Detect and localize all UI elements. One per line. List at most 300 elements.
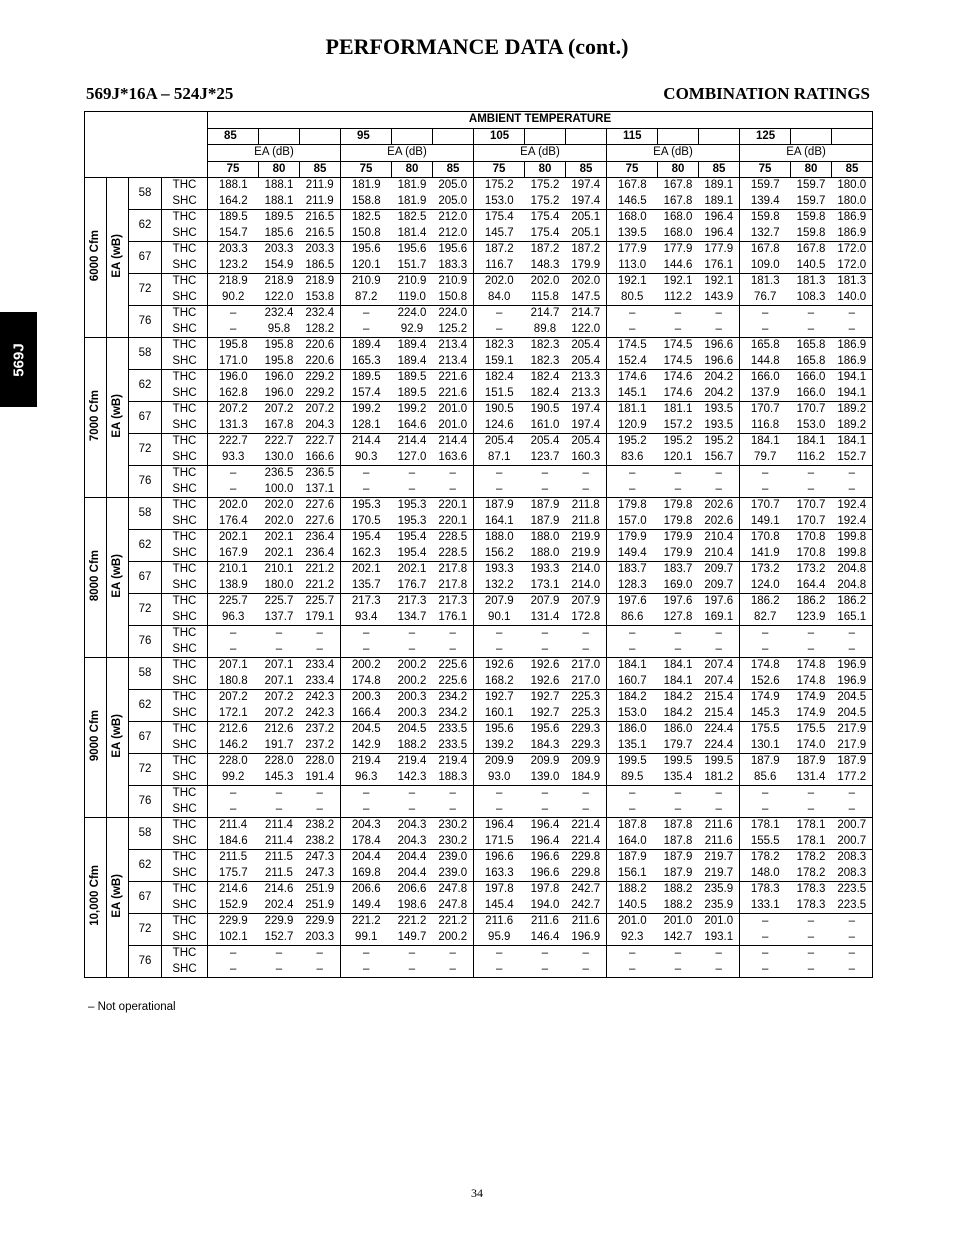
shc-value: 187.9 [525,514,566,530]
shc-value: 155.5 [740,834,791,850]
shc-value: 128.2 [300,322,341,338]
thc-value: 211.6 [699,818,740,834]
ea-wb-label-text: EA (wB) [110,713,123,758]
thc-value: 200.3 [341,690,392,706]
shc-value: 192.4 [832,514,873,530]
shc-value: – [832,930,873,946]
shc-label: SHC [162,354,208,370]
thc-value: 229.2 [300,370,341,386]
shc-value: 229.2 [300,386,341,402]
wb-temp: 62 [129,530,162,562]
table-row [85,290,873,306]
thc-value: 247.3 [300,850,341,866]
shc-value: 180.0 [832,194,873,210]
shc-value: 196.6 [699,354,740,370]
thc-value: 192.6 [474,658,525,674]
table-row [85,178,873,194]
shc-label: SHC [162,578,208,594]
ea-wb-label [107,658,129,818]
shc-value: – [791,642,832,658]
thc-value: – [740,626,791,642]
thc-value: 193.3 [525,562,566,578]
thc-value: – [474,946,525,962]
thc-value: 186.9 [832,210,873,226]
shc-value: 205.1 [566,226,607,242]
thc-value: 170.8 [740,530,791,546]
shc-value: 212.0 [433,226,474,242]
table-row [85,194,873,210]
thc-value: 166.0 [791,370,832,386]
shc-label: SHC [162,610,208,626]
thc-value: – [525,946,566,962]
shc-value: – [607,962,658,978]
shc-value: 237.2 [300,738,341,754]
shc-value: 172.1 [208,706,259,722]
shc-value: 225.3 [566,706,607,722]
shc-label: SHC [162,194,208,210]
shc-value: 120.1 [341,258,392,274]
thc-value: 196.6 [525,850,566,866]
shc-value: 209.7 [699,578,740,594]
thc-value: – [474,306,525,322]
thc-value: 179.8 [658,498,699,514]
shc-value: 146.4 [525,930,566,946]
shc-value: 83.6 [607,450,658,466]
shc-value: 116.2 [791,450,832,466]
db-temp-header: 80 [525,161,566,178]
thc-value: 178.1 [791,818,832,834]
shc-value: 196.4 [525,834,566,850]
shc-value: 221.4 [566,834,607,850]
shc-value: 178.3 [791,898,832,914]
shc-value: 177.2 [832,770,873,786]
shc-value: – [525,482,566,498]
shc-value: 220.6 [300,354,341,370]
db-temp-header: 85 [433,161,474,178]
table-row [85,738,873,754]
shc-value: – [525,962,566,978]
table-row [85,354,873,370]
shc-value: 165.1 [832,610,873,626]
thc-value: 202.1 [341,562,392,578]
thc-value: 189.4 [341,338,392,354]
shc-value: 242.7 [566,898,607,914]
thc-label: THC [162,370,208,386]
thc-value: 174.6 [658,370,699,386]
thc-value: 247.8 [433,882,474,898]
shc-value: 179.8 [658,514,699,530]
thc-label: THC [162,818,208,834]
wb-temp: 58 [129,658,162,690]
shc-value: 144.8 [740,354,791,370]
thc-value: 181.9 [392,178,433,194]
thc-label: THC [162,626,208,642]
airflow-label-text: 10,000 Cfm [88,865,101,927]
thc-value: 170.7 [740,402,791,418]
thc-value: – [525,786,566,802]
ea-wb-label-text: EA (wB) [110,553,123,598]
thc-value: 170.7 [791,402,832,418]
thc-value: – [791,626,832,642]
shc-value: – [832,482,873,498]
shc-value: 217.8 [433,578,474,594]
thc-value: 179.9 [607,530,658,546]
thc-value: 211.5 [259,850,300,866]
shc-value: 116.8 [740,418,791,434]
shc-value: 205.4 [566,354,607,370]
thc-value: – [699,466,740,482]
thc-value: 204.4 [341,850,392,866]
wb-temp: 72 [129,594,162,626]
shc-value: 181.4 [392,226,433,242]
shc-value: 211.4 [259,834,300,850]
shc-value: 203.3 [300,930,341,946]
shc-value: 172.0 [832,258,873,274]
thc-value: 207.9 [525,594,566,610]
shc-value: 192.6 [525,674,566,690]
table-row [85,306,873,322]
thc-value: 195.4 [341,530,392,546]
shc-value: 153.0 [474,194,525,210]
shc-value: 219.9 [566,546,607,562]
shc-label: SHC [162,898,208,914]
shc-value: – [474,962,525,978]
shc-value: 195.4 [392,546,433,562]
wb-temp: 62 [129,210,162,242]
thc-value: 183.7 [658,562,699,578]
shc-value: 154.9 [259,258,300,274]
shc-value: 140.5 [791,258,832,274]
shc-value: 76.7 [740,290,791,306]
thc-value: 207.9 [566,594,607,610]
shc-value: 196.6 [525,866,566,882]
thc-value: 229.9 [300,914,341,930]
thc-value: 221.4 [566,818,607,834]
thc-value: 220.6 [300,338,341,354]
thc-value: 189.5 [259,210,300,226]
shc-value: 171.0 [208,354,259,370]
shc-value: – [525,642,566,658]
shc-value: – [607,802,658,818]
thc-value: 178.1 [740,818,791,834]
thc-value: 204.3 [392,818,433,834]
shc-value: 221.6 [433,386,474,402]
thc-value: 217.3 [392,594,433,610]
thc-value: 177.9 [658,242,699,258]
thc-value: 214.6 [208,882,259,898]
thc-value: 207.2 [208,402,259,418]
thc-value: 207.2 [300,402,341,418]
thc-value: 197.6 [658,594,699,610]
thc-value: – [740,946,791,962]
thc-value: – [474,786,525,802]
shc-value: 152.9 [208,898,259,914]
db-temp-header: 80 [259,161,300,178]
table-row [85,914,873,930]
shc-value: 87.2 [341,290,392,306]
shc-value: 193.1 [699,930,740,946]
thc-value: 214.4 [392,434,433,450]
shc-value: 207.1 [259,674,300,690]
thc-value: 192.1 [699,274,740,290]
shc-value: 251.9 [300,898,341,914]
thc-value: 174.6 [607,370,658,386]
ea-db-header: EA (dB) [607,145,740,162]
table-row [85,866,873,882]
wb-temp: 62 [129,370,162,402]
thc-value: 206.6 [341,882,392,898]
shc-value: – [658,802,699,818]
thc-value: 195.4 [392,530,433,546]
thc-value: 184.2 [607,690,658,706]
thc-label: THC [162,274,208,290]
shc-value: – [607,482,658,498]
thc-value: – [607,626,658,642]
thc-value: 197.4 [566,402,607,418]
thc-value: 199.5 [607,754,658,770]
shc-value: 143.9 [699,290,740,306]
shc-value: – [525,802,566,818]
shc-value: 170.8 [791,546,832,562]
wb-temp: 76 [129,786,162,818]
thc-value: 210.1 [259,562,300,578]
table-row [85,674,873,690]
thc-value: 211.4 [259,818,300,834]
shc-value: 169.1 [699,610,740,626]
thc-value: 219.4 [341,754,392,770]
thc-value: 184.1 [607,658,658,674]
shc-label: SHC [162,930,208,946]
thc-value: 225.6 [433,658,474,674]
ambient-temp-header: 115 [607,128,658,145]
shc-value: – [208,482,259,498]
shc-value: 96.3 [208,610,259,626]
thc-value: 199.8 [832,530,873,546]
thc-value: – [740,786,791,802]
shc-value: 90.3 [341,450,392,466]
shc-label: SHC [162,322,208,338]
thc-label: THC [162,690,208,706]
thc-value: 217.3 [433,594,474,610]
shc-value: 152.6 [740,674,791,690]
shc-value: 100.0 [259,482,300,498]
db-temp-header: 85 [300,161,341,178]
thc-value: 228.0 [259,754,300,770]
shc-value: 196.9 [832,674,873,690]
shc-value: 202.6 [699,514,740,530]
thc-value: 201.0 [433,402,474,418]
thc-value: 207.4 [699,658,740,674]
shc-value: – [699,322,740,338]
thc-value: 211.5 [208,850,259,866]
thc-value: 204.5 [341,722,392,738]
thc-label: THC [162,498,208,514]
shc-value: 131.4 [791,770,832,786]
thc-value: – [433,626,474,642]
shc-value: – [607,642,658,658]
thc-value: 187.9 [474,498,525,514]
thc-value: 188.2 [607,882,658,898]
shc-value: – [341,482,392,498]
shc-value: 145.3 [259,770,300,786]
shc-label: SHC [162,770,208,786]
airflow-label-text: 6000 Cfm [88,230,101,282]
thc-label: THC [162,530,208,546]
shc-value: 142.7 [658,930,699,946]
page-number: 34 [471,1186,483,1200]
shc-value: 115.8 [525,290,566,306]
shc-value: 188.2 [392,738,433,754]
db-temp-header: 75 [341,161,392,178]
wb-temp: 67 [129,882,162,914]
thc-value: 203.3 [208,242,259,258]
shc-value: 229.3 [566,738,607,754]
shc-value: 145.1 [607,386,658,402]
shc-label: SHC [162,546,208,562]
thc-value: – [740,914,791,930]
thc-value: 181.1 [658,402,699,418]
thc-value: 174.8 [740,658,791,674]
shc-value: 182.3 [525,354,566,370]
shc-value: 199.8 [832,546,873,562]
thc-value: 196.9 [832,658,873,674]
shc-value: 178.1 [791,834,832,850]
thc-value: – [208,946,259,962]
shc-value: 189.1 [699,194,740,210]
shc-value: 228.5 [433,546,474,562]
ambient-temp-spacer [433,128,474,145]
table-row [85,802,873,818]
shc-value: 166.6 [300,450,341,466]
table-row [85,578,873,594]
side-tab [0,312,37,407]
thc-value: 202.1 [392,562,433,578]
thc-value: – [525,626,566,642]
shc-value: 173.1 [525,578,566,594]
shc-value: 204.3 [392,834,433,850]
thc-value: 186.2 [791,594,832,610]
wb-temp: 76 [129,466,162,498]
thc-value: 179.8 [607,498,658,514]
thc-value: 195.6 [433,242,474,258]
shc-value: 140.5 [607,898,658,914]
shc-value: 149.7 [392,930,433,946]
shc-value: 196.0 [259,386,300,402]
shc-value: – [658,642,699,658]
shc-value: 188.2 [658,898,699,914]
shc-value: 141.9 [740,546,791,562]
thc-value: – [699,786,740,802]
thc-value: 159.8 [791,210,832,226]
shc-value: 139.5 [607,226,658,242]
thc-value: 200.3 [392,690,433,706]
shc-value: – [740,482,791,498]
shc-value: 137.1 [300,482,341,498]
shc-value: – [658,482,699,498]
thc-value: – [392,786,433,802]
thc-value: 228.5 [433,530,474,546]
thc-value: 199.2 [392,402,433,418]
wb-temp: 72 [129,434,162,466]
shc-value: 175.4 [525,226,566,242]
thc-value: 236.5 [259,466,300,482]
thc-value: 165.8 [791,338,832,354]
thc-value: 187.8 [658,818,699,834]
shc-value: 122.0 [566,322,607,338]
thc-value: 196.4 [525,818,566,834]
thc-value: – [658,946,699,962]
shc-value: 202.4 [259,898,300,914]
thc-value: 167.8 [740,242,791,258]
shc-value: 213.3 [566,386,607,402]
shc-label: SHC [162,450,208,466]
wb-temp: 67 [129,402,162,434]
header-corner [85,112,208,178]
thc-value: 210.9 [392,274,433,290]
db-temp-header: 75 [607,161,658,178]
thc-value: 228.0 [300,754,341,770]
shc-value: 179.7 [658,738,699,754]
shc-value: 213.4 [433,354,474,370]
shc-value: 128.1 [341,418,392,434]
thc-value: 205.0 [433,178,474,194]
shc-label: SHC [162,482,208,498]
thc-value: 237.2 [300,722,341,738]
thc-value: 202.0 [525,274,566,290]
shc-value: – [566,642,607,658]
airflow-label-text: 9000 Cfm [88,710,101,762]
thc-value: – [341,626,392,642]
shc-value: – [392,482,433,498]
shc-value: – [392,802,433,818]
shc-value: 168.0 [658,226,699,242]
shc-value: 217.9 [832,738,873,754]
thc-value: – [474,626,525,642]
shc-value: 151.5 [474,386,525,402]
shc-value: 178.2 [791,866,832,882]
shc-value: 145.3 [740,706,791,722]
shc-value: 87.1 [474,450,525,466]
thc-value: 232.4 [259,306,300,322]
shc-value: – [791,802,832,818]
thc-value: 217.8 [433,562,474,578]
thc-value: – [607,306,658,322]
thc-value: – [832,946,873,962]
shc-value: 82.7 [740,610,791,626]
thc-label: THC [162,402,208,418]
thc-value: 196.0 [259,370,300,386]
shc-value: 180.8 [208,674,259,690]
thc-value: 170.8 [791,530,832,546]
thc-value: 211.4 [208,818,259,834]
shc-value: 176.1 [699,258,740,274]
thc-value: 181.1 [607,402,658,418]
shc-value: – [300,962,341,978]
ambient-temp-header: 95 [341,128,392,145]
db-temp-header: 75 [740,161,791,178]
thc-label: THC [162,946,208,962]
ambient-temp-header: 105 [474,128,525,145]
table-row [85,754,873,770]
thc-value: 184.1 [832,434,873,450]
shc-value: – [341,962,392,978]
thc-value: 187.2 [566,242,607,258]
shc-value: 186.9 [832,354,873,370]
shc-value: 235.9 [699,898,740,914]
table-row [85,226,873,242]
shc-value: 130.1 [740,738,791,754]
thc-value: 204.8 [832,562,873,578]
